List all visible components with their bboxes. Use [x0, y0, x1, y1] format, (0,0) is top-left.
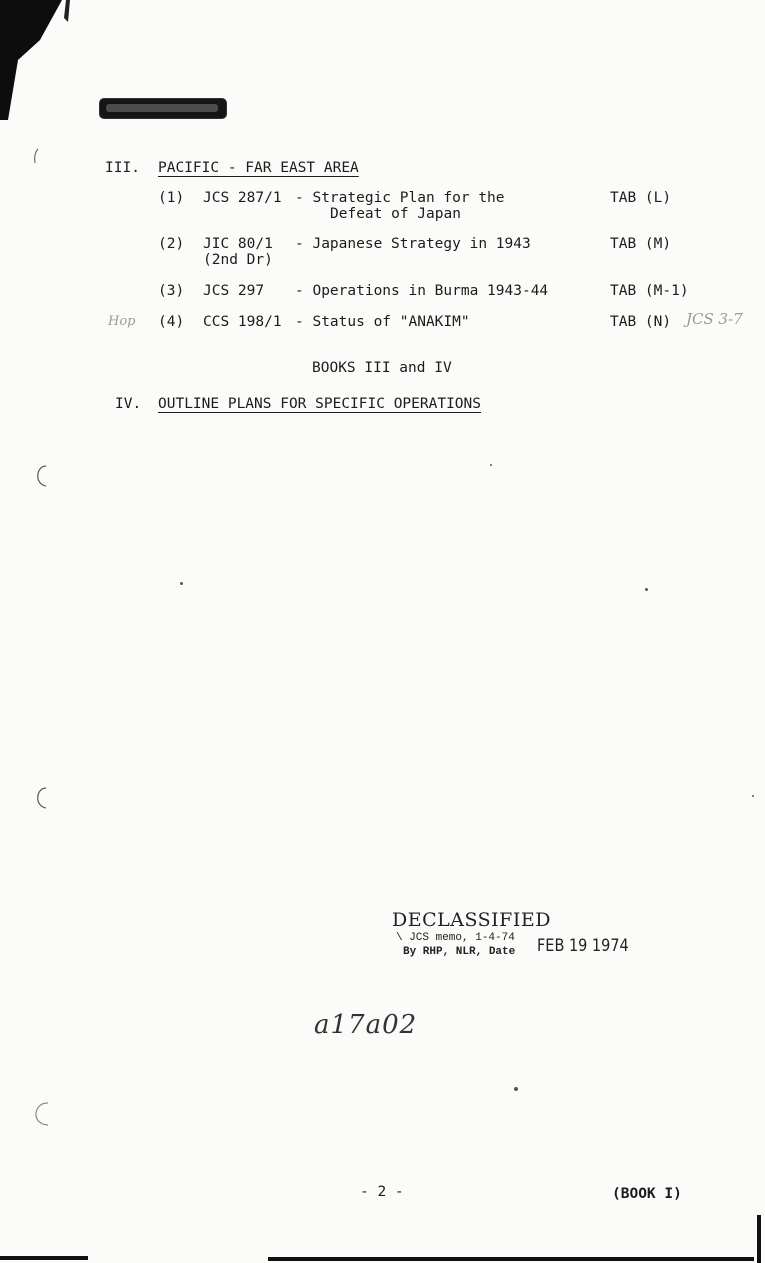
- item-reference: JIC 80/1: [203, 236, 273, 252]
- books-heading: BOOKS III and IV: [312, 360, 452, 376]
- section-iii-heading: PACIFIC - FAR EAST AREA: [158, 160, 359, 176]
- punch-hole-mark-top: [30, 464, 50, 488]
- item-number: (3): [158, 283, 185, 299]
- handwritten-id: a17a02: [314, 1010, 418, 1040]
- item-reference-continued: (2nd Dr): [203, 252, 273, 268]
- punch-hole-mark-middle: [30, 786, 50, 810]
- scan-speck: [645, 588, 648, 591]
- section-iv-heading: OUTLINE PLANS FOR SPECIFIC OPERATIONS: [158, 396, 482, 412]
- item-reference: JCS 287/1: [203, 190, 282, 206]
- item-title: - Status of "ANAKIM": [295, 314, 470, 330]
- item-reference: JCS 297: [203, 283, 265, 299]
- item-title: - Strategic Plan for the: [295, 190, 505, 206]
- item-tab: TAB (N): [610, 314, 672, 330]
- scan-speck: [490, 464, 492, 466]
- item-tab: TAB (M-1): [610, 283, 689, 299]
- item-tab: TAB (M): [610, 236, 672, 252]
- scan-corner-shadow: [0, 0, 70, 120]
- book-label: (BOOK I): [612, 1186, 682, 1202]
- stamp-authority: \ JCS memo, 1-4-74: [396, 932, 515, 944]
- stamp-by-line: By RHP, NLR, Date: [403, 946, 516, 958]
- punch-hole-mark-bottom: [28, 1100, 52, 1128]
- margin-tick: [32, 148, 40, 164]
- item-number: (2): [158, 236, 185, 252]
- item-tab: TAB (L): [610, 190, 672, 206]
- scan-speck: [514, 1087, 518, 1091]
- scan-speck: [180, 582, 183, 585]
- scan-edge-bottom-left: [0, 1256, 88, 1260]
- item-number: (4): [158, 314, 185, 330]
- item-reference: CCS 198/1: [203, 314, 282, 330]
- handwritten-left-note: Hop: [108, 314, 136, 329]
- redaction-bar: [100, 99, 226, 118]
- item-title: - Japanese Strategy in 1943: [295, 236, 531, 252]
- stamp-date: FEB 19 1974: [537, 936, 629, 956]
- item-title-continued: Defeat of Japan: [330, 206, 461, 222]
- scan-edge-right: [757, 1215, 761, 1263]
- section-iii-numeral: III.: [105, 160, 140, 176]
- stamp-title: DECLASSIFIED: [392, 909, 551, 931]
- page-number: - 2 -: [360, 1184, 404, 1200]
- item-number: (1): [158, 190, 185, 206]
- handwritten-margin-note: JCS 3-7: [686, 310, 743, 328]
- scan-speck: [752, 795, 754, 797]
- scan-edge-bottom-right: [268, 1257, 754, 1261]
- section-iv-numeral: IV.: [115, 396, 142, 412]
- item-title: - Operations in Burma 1943-44: [295, 283, 549, 299]
- stamp-authority-text: JCS memo, 1-4-74: [409, 932, 515, 944]
